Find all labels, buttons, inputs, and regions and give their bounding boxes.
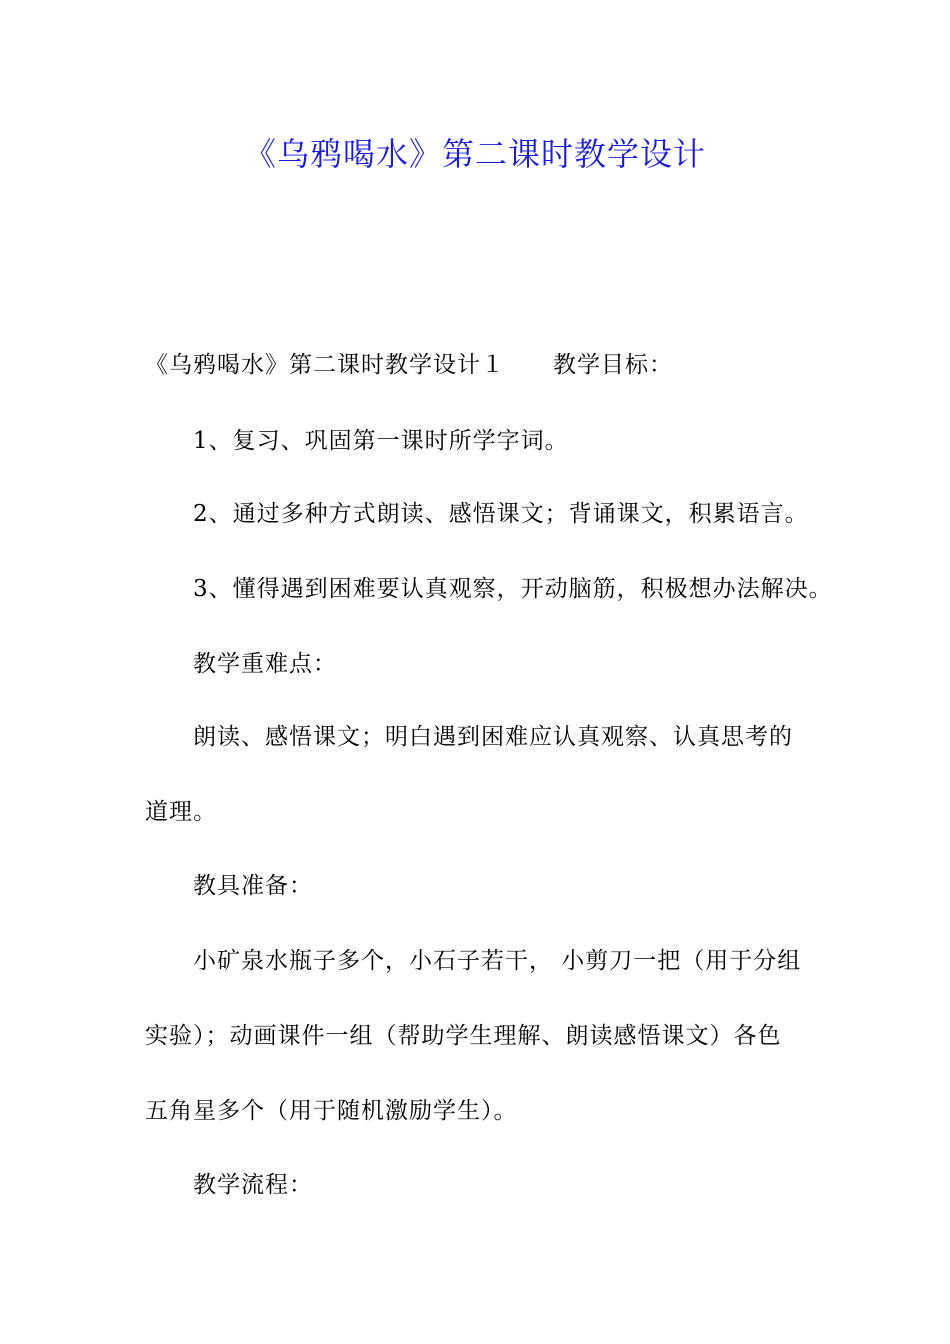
intro-line xyxy=(145,346,825,379)
materials-line-2: 实验）；动画课件一组（帮助学生理解、朗读感悟课文）各色 xyxy=(145,1023,782,1049)
key-points-line-2: 道理。 xyxy=(145,799,217,825)
intro-heading: 《乌鸦喝水》第二课时教学设计１ xyxy=(145,352,505,378)
materials-line-3: 五角星多个（用于随机激励学生）。 xyxy=(145,1098,518,1124)
materials-line-1: 小矿泉水瓶子多个，小石子若干， 小剪刀一把（用于分组 xyxy=(193,948,802,974)
teaching-goals-label: 教学目标： xyxy=(553,352,673,378)
document-title: 《乌鸦喝水》第二课时教学设计 xyxy=(243,135,706,173)
key-points-label: 教学重难点： xyxy=(193,651,337,677)
goal-item-1: 1、复习、巩固第一课时所学字词。 xyxy=(193,428,569,454)
goal-item-2: 2、通过多种方式朗读、感悟课文；背诵课文，积累语言。 xyxy=(193,501,809,527)
materials-label: 教具准备： xyxy=(193,873,313,899)
goal-item-3: 3、懂得遇到困难要认真观察，开动脑筋，积极想办法解决。 xyxy=(193,576,833,602)
key-points-line-1: 朗读、感悟课文；明白遇到困难应认真观察、认真思考的 xyxy=(193,724,793,750)
process-label: 教学流程： xyxy=(193,1172,313,1198)
